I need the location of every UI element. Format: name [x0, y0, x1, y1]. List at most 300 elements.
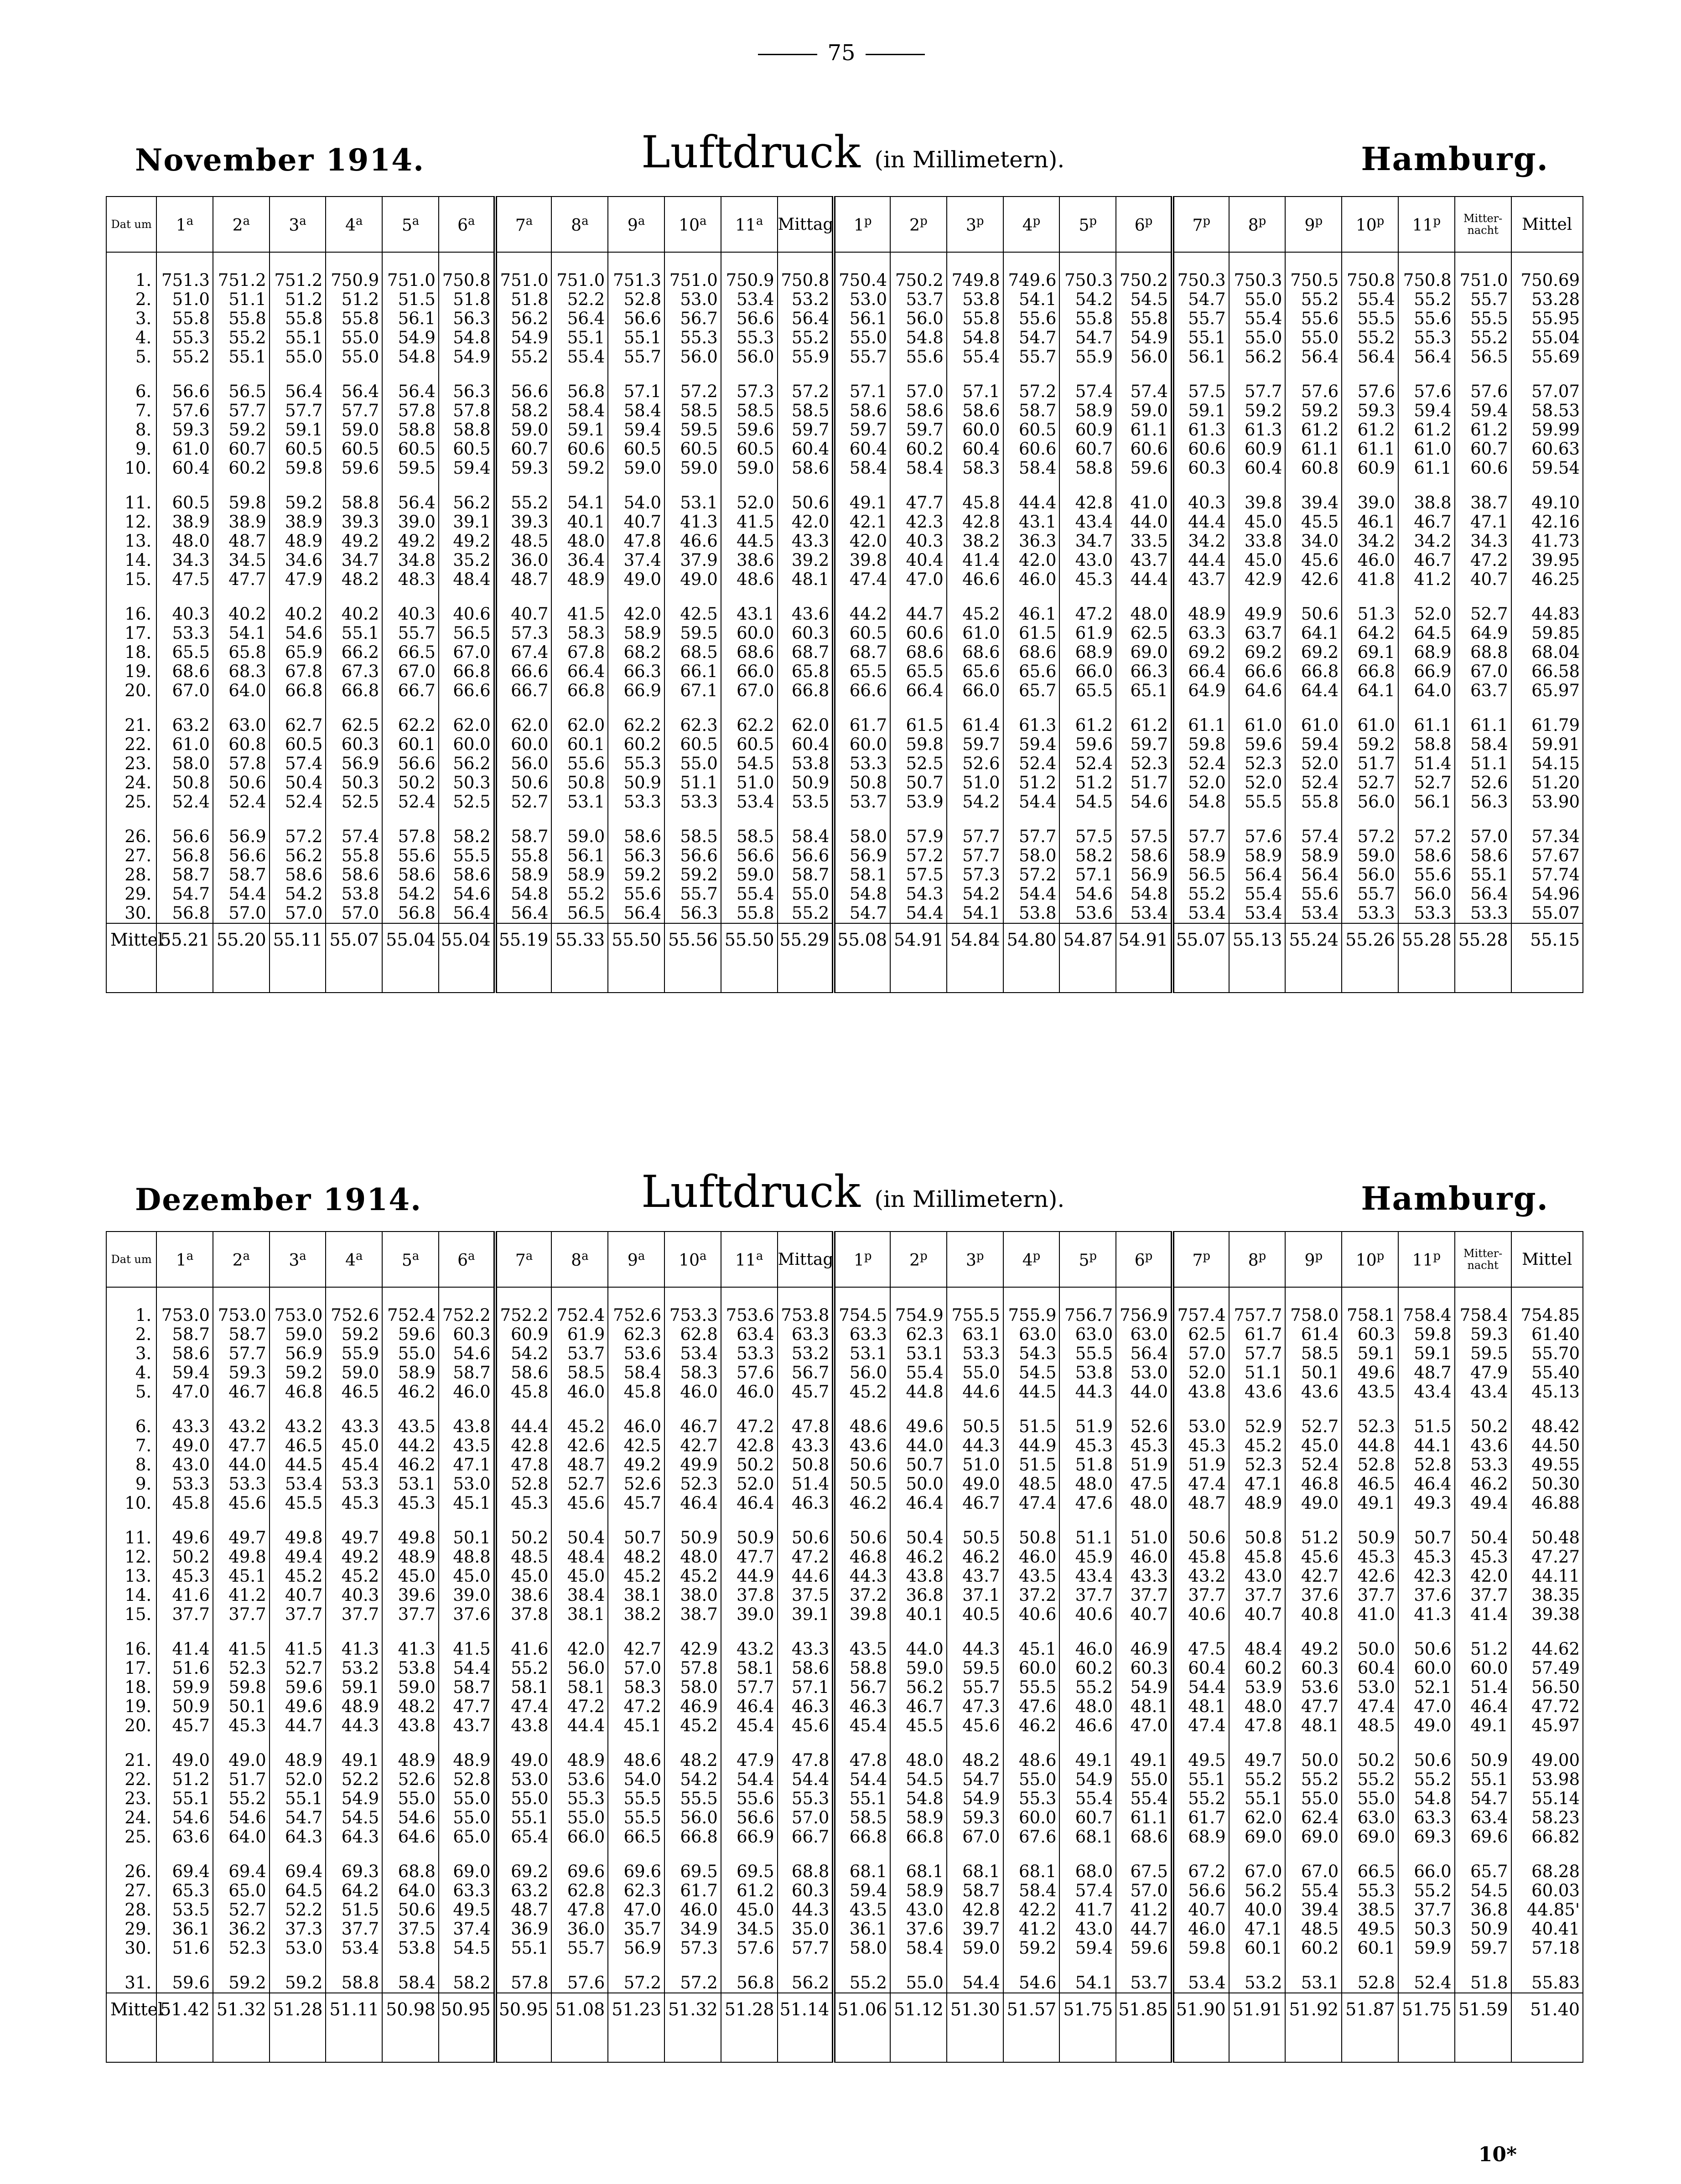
pressure-cell: 750.3: [1059, 271, 1116, 290]
pressure-cell: 50.2: [495, 1528, 552, 1547]
table-row: [106, 643, 1583, 662]
daily-mean-cell: 44.83: [1511, 605, 1583, 624]
pressure-cell: 58.4: [1003, 1881, 1060, 1900]
pressure-cell: 64.2: [326, 1881, 382, 1900]
hour-column-header: 2$^a$: [213, 1232, 270, 1287]
pressure-cell: 64.0: [1398, 681, 1455, 700]
hourly-mean-cell: 51.28: [270, 1993, 326, 2025]
day-cell: 23.: [106, 1789, 156, 1808]
pressure-cell: 66.0: [721, 662, 778, 681]
pressure-cell: 58.9: [551, 865, 608, 885]
pressure-cell: 52.3: [213, 1659, 270, 1678]
pressure-cell: 62.3: [664, 716, 721, 735]
pressure-cell: 54.7: [1173, 290, 1229, 309]
day-cell: 16.: [106, 605, 156, 624]
pressure-cell: 57.6: [721, 1939, 778, 1958]
pressure-cell: 58.6: [778, 459, 834, 478]
pressure-cell: 47.1: [1229, 1475, 1286, 1494]
pressure-cell: 42.8: [495, 1436, 552, 1455]
pressure-cell: 61.3: [1229, 420, 1286, 440]
pressure-cell: 57.2: [1342, 827, 1398, 846]
pressure-cell: 47.0: [1398, 1697, 1455, 1716]
pressure-cell: 38.6: [721, 551, 778, 570]
pressure-cell: 68.1: [1003, 1862, 1060, 1881]
pressure-cell: 65.5: [1059, 681, 1116, 700]
pressure-cell: 60.2: [1229, 1659, 1286, 1678]
pressure-cell: 41.0: [1342, 1605, 1398, 1624]
pressure-cell: 59.0: [664, 459, 721, 478]
hourly-mean-cell: 51.23: [608, 1993, 664, 2025]
pressure-cell: 40.3: [1173, 493, 1229, 512]
pressure-cell: 54.4: [890, 904, 947, 923]
hour-column-header: 4$^a$: [326, 197, 382, 252]
pressure-cell: 59.7: [778, 420, 834, 440]
pressure-cell: 54.3: [890, 885, 947, 904]
pressure-cell: 42.0: [778, 512, 834, 532]
pressure-cell: 66.8: [1285, 662, 1342, 681]
pressure-cell: 750.8: [778, 271, 834, 290]
pressure-cell: 69.0: [1229, 1827, 1286, 1847]
pressure-cell: 61.2: [1455, 420, 1511, 440]
november-station: Hamburg.: [1361, 140, 1549, 178]
pressure-cell: 60.5: [834, 624, 890, 643]
pressure-cell: 58.6: [890, 401, 947, 420]
pressure-cell: 38.0: [664, 1586, 721, 1605]
pressure-cell: 37.6: [439, 1605, 495, 1624]
daily-mean-cell: 50.48: [1511, 1528, 1583, 1547]
pressure-cell: 52.3: [1229, 1455, 1286, 1475]
pressure-cell: 47.0: [156, 1382, 213, 1402]
pressure-cell: 56.6: [664, 846, 721, 865]
pressure-cell: 59.0: [721, 459, 778, 478]
pressure-cell: 68.1: [947, 1862, 1003, 1881]
pressure-cell: 49.0: [495, 1751, 552, 1770]
pressure-cell: 60.6: [1173, 440, 1229, 459]
pressure-cell: 37.6: [890, 1920, 947, 1939]
pressure-cell: 48.1: [778, 570, 834, 589]
pressure-cell: 41.4: [947, 551, 1003, 570]
pressure-cell: 752.4: [551, 1306, 608, 1325]
pressure-cell: 52.0: [1173, 1363, 1229, 1382]
pressure-cell: 44.4: [1003, 493, 1060, 512]
pressure-cell: 37.7: [270, 1605, 326, 1624]
pressure-cell: 60.3: [1116, 1659, 1173, 1678]
pressure-cell: 59.2: [213, 1973, 270, 1993]
pressure-cell: 55.3: [1003, 1789, 1060, 1808]
pressure-cell: 56.9: [1116, 865, 1173, 885]
pressure-cell: 56.3: [1455, 792, 1511, 812]
pressure-cell: 68.6: [1116, 1827, 1173, 1847]
pressure-cell: 37.7: [1059, 1586, 1116, 1605]
daily-mean-cell: 59.85: [1511, 624, 1583, 643]
pressure-cell: 55.3: [778, 1789, 834, 1808]
pressure-cell: 52.2: [270, 1900, 326, 1920]
pressure-cell: 65.5: [890, 662, 947, 681]
pressure-cell: 46.3: [834, 1697, 890, 1716]
pressure-cell: 753.3: [664, 1306, 721, 1325]
pressure-cell: 54.7: [270, 1808, 326, 1827]
pressure-cell: 57.8: [213, 754, 270, 773]
pressure-cell: 69.6: [551, 1862, 608, 1881]
pressure-cell: 53.4: [270, 1475, 326, 1494]
daily-mean-cell: 38.35: [1511, 1586, 1583, 1605]
day-cell: 1.: [106, 271, 156, 290]
pressure-cell: 59.0: [1342, 846, 1398, 865]
pressure-cell: 37.2: [834, 1586, 890, 1605]
pressure-cell: 52.9: [1229, 1417, 1286, 1436]
pressure-cell: 59.7: [1116, 735, 1173, 754]
pressure-cell: 56.3: [439, 382, 495, 401]
pressure-cell: 50.6: [1398, 1751, 1455, 1770]
pressure-cell: 56.2: [1229, 1881, 1286, 1900]
table-row: [106, 904, 1583, 923]
pressure-cell: 66.7: [382, 681, 439, 700]
day-cell: 12.: [106, 512, 156, 532]
pressure-cell: 53.2: [326, 1659, 382, 1678]
pressure-cell: 56.1: [1173, 347, 1229, 367]
pressure-cell: 44.2: [382, 1436, 439, 1455]
table-row: [106, 773, 1583, 792]
daily-mean-cell: 44.62: [1511, 1640, 1583, 1659]
pressure-cell: 41.8: [1342, 570, 1398, 589]
pressure-cell: 55.8: [947, 309, 1003, 328]
pressure-cell: 42.8: [1059, 493, 1116, 512]
pressure-cell: 59.8: [1398, 1325, 1455, 1344]
pressure-cell: 55.6: [608, 885, 664, 904]
pressure-cell: 34.0: [1285, 532, 1342, 551]
pressure-cell: 62.5: [326, 716, 382, 735]
pressure-cell: 57.7: [326, 401, 382, 420]
pressure-cell: 49.6: [890, 1417, 947, 1436]
pressure-cell: 57.6: [156, 401, 213, 420]
pressure-cell: 57.3: [495, 624, 552, 643]
pressure-cell: 56.4: [551, 309, 608, 328]
pressure-cell: 66.3: [608, 662, 664, 681]
pressure-cell: 58.6: [608, 827, 664, 846]
day-cell: 9.: [106, 440, 156, 459]
pressure-cell: 35.2: [439, 551, 495, 570]
table-row: [106, 1640, 1583, 1659]
pressure-cell: 59.4: [1059, 1939, 1116, 1958]
pressure-cell: 48.6: [834, 1417, 890, 1436]
pressure-cell: 59.2: [551, 459, 608, 478]
pressure-cell: 45.7: [778, 1382, 834, 1402]
dezember-month-label: Dezember 1914.: [135, 1182, 422, 1217]
day-cell: 15.: [106, 570, 156, 589]
pressure-cell: 42.5: [664, 605, 721, 624]
pressure-cell: 58.7: [439, 1363, 495, 1382]
pressure-cell: 55.2: [213, 1789, 270, 1808]
pressure-cell: 45.3: [156, 1567, 213, 1586]
hour-column-header: 2$^p$: [890, 197, 947, 252]
pressure-cell: 57.7: [721, 1678, 778, 1697]
pressure-cell: 62.3: [608, 1881, 664, 1900]
pressure-cell: 52.5: [439, 792, 495, 812]
pressure-cell: 57.5: [890, 865, 947, 885]
pressure-cell: 50.7: [608, 1528, 664, 1547]
pressure-cell: 68.9: [1398, 643, 1455, 662]
pressure-cell: 48.8: [439, 1547, 495, 1567]
hourly-mean-cell: 51.12: [890, 1993, 947, 2025]
pressure-cell: 58.5: [1285, 1344, 1342, 1363]
pressure-cell: 33.8: [1229, 532, 1286, 551]
pressure-cell: 57.2: [778, 382, 834, 401]
pressure-cell: 44.5: [1003, 1382, 1060, 1402]
pressure-cell: 36.0: [551, 1920, 608, 1939]
pressure-cell: 754.5: [834, 1306, 890, 1325]
pressure-cell: 50.7: [890, 773, 947, 792]
pressure-cell: 45.6: [1285, 551, 1342, 570]
pressure-cell: 56.7: [834, 1678, 890, 1697]
pressure-cell: 51.2: [270, 290, 326, 309]
pressure-cell: 65.4: [495, 1827, 552, 1847]
pressure-cell: 63.2: [495, 1881, 552, 1900]
hour-column-header: 6$^p$: [1116, 197, 1173, 252]
pressure-cell: 49.5: [1173, 1751, 1229, 1770]
pressure-cell: 66.1: [664, 662, 721, 681]
pressure-cell: 58.3: [551, 624, 608, 643]
pressure-cell: 57.2: [608, 1973, 664, 1993]
pressure-cell: 61.3: [1173, 420, 1229, 440]
pressure-cell: 61.4: [947, 716, 1003, 735]
pressure-cell: 60.5: [156, 493, 213, 512]
pressure-cell: 59.2: [213, 420, 270, 440]
pressure-cell: 37.8: [721, 1586, 778, 1605]
pressure-cell: 57.2: [1003, 382, 1060, 401]
pressure-cell: 37.7: [1116, 1586, 1173, 1605]
pressure-cell: 59.6: [1059, 735, 1116, 754]
pressure-cell: 60.5: [721, 440, 778, 459]
pressure-cell: 36.3: [1003, 532, 1060, 551]
day-cell: 30.: [106, 904, 156, 923]
pressure-cell: 66.9: [1398, 662, 1455, 681]
pressure-cell: 55.6: [382, 846, 439, 865]
pressure-cell: 57.1: [778, 1678, 834, 1697]
pressure-cell: 60.9: [495, 1325, 552, 1344]
pressure-cell: 65.7: [1455, 1862, 1511, 1881]
pressure-cell: 42.0: [834, 532, 890, 551]
pressure-cell: 52.4: [1003, 754, 1060, 773]
pressure-cell: 44.3: [1059, 1382, 1116, 1402]
pressure-cell: 54.9: [947, 1789, 1003, 1808]
hour-column-header: 10$^a$: [664, 197, 721, 252]
pressure-cell: 61.7: [1173, 1808, 1229, 1827]
pressure-cell: 53.4: [1285, 904, 1342, 923]
pressure-cell: 44.4: [551, 1716, 608, 1735]
pressure-cell: 52.0: [1285, 754, 1342, 773]
pressure-cell: 43.5: [1003, 1567, 1060, 1586]
table-row: [106, 1475, 1583, 1494]
pressure-cell: 53.0: [1173, 1417, 1229, 1436]
pressure-cell: 54.1: [1059, 1973, 1116, 1993]
pressure-cell: 59.0: [1116, 401, 1173, 420]
pressure-cell: 59.0: [326, 1363, 382, 1382]
pressure-cell: 45.9: [1059, 1547, 1116, 1567]
pressure-cell: 34.7: [1059, 532, 1116, 551]
pressure-cell: 43.0: [890, 1900, 947, 1920]
pressure-cell: 61.9: [551, 1325, 608, 1344]
pressure-cell: 50.9: [778, 773, 834, 792]
pressure-cell: 54.2: [947, 885, 1003, 904]
pressure-cell: 45.6: [213, 1494, 270, 1513]
pressure-cell: 44.4: [1116, 570, 1173, 589]
pressure-cell: 40.1: [551, 512, 608, 532]
pressure-cell: 55.1: [834, 1789, 890, 1808]
day-cell: 21.: [106, 1751, 156, 1770]
pressure-cell: 34.5: [721, 1920, 778, 1939]
pressure-cell: 43.6: [778, 605, 834, 624]
pressure-cell: 52.4: [1285, 1455, 1342, 1475]
pressure-cell: 41.2: [1398, 570, 1455, 589]
pressure-cell: 48.6: [608, 1751, 664, 1770]
day-column-header: Dat um: [106, 197, 156, 252]
pressure-cell: 69.6: [1455, 1827, 1511, 1847]
pressure-cell: 59.0: [270, 1325, 326, 1344]
pressure-cell: 60.5: [664, 440, 721, 459]
pressure-cell: 55.8: [326, 846, 382, 865]
pressure-cell: 56.6: [778, 846, 834, 865]
pressure-cell: 57.4: [1285, 827, 1342, 846]
pressure-cell: 44.7: [890, 605, 947, 624]
pressure-cell: 53.6: [551, 1770, 608, 1789]
pressure-cell: 54.5: [1116, 290, 1173, 309]
pressure-cell: 55.6: [890, 347, 947, 367]
daily-mean-cell: 55.69: [1511, 347, 1583, 367]
table-row: [106, 1659, 1583, 1678]
pressure-cell: 55.1: [495, 1808, 552, 1827]
pressure-cell: 55.5: [1455, 309, 1511, 328]
pressure-cell: 55.2: [1229, 1770, 1286, 1789]
daily-mean-cell: 59.54: [1511, 459, 1583, 478]
pressure-cell: 753.6: [721, 1306, 778, 1325]
pressure-cell: 750.4: [834, 271, 890, 290]
pressure-cell: 59.1: [270, 420, 326, 440]
table-row: [106, 1586, 1583, 1605]
hour-column-header: 8$^a$: [551, 1232, 608, 1287]
pressure-cell: 40.7: [1173, 1900, 1229, 1920]
pressure-cell: 50.1: [439, 1528, 495, 1547]
pressure-cell: 51.5: [1398, 1417, 1455, 1436]
pressure-cell: 60.5: [326, 440, 382, 459]
hour-column-header: 9$^p$: [1285, 197, 1342, 252]
pressure-cell: 45.8: [947, 493, 1003, 512]
pressure-cell: 58.8: [326, 493, 382, 512]
pressure-cell: 60.7: [1059, 1808, 1116, 1827]
daily-mean-cell: 54.15: [1511, 754, 1583, 773]
pressure-cell: 56.2: [1229, 347, 1286, 367]
pressure-cell: 43.6: [1285, 1382, 1342, 1402]
pressure-cell: 63.1: [947, 1325, 1003, 1344]
pressure-cell: 54.7: [947, 1770, 1003, 1789]
pressure-cell: 69.4: [270, 1862, 326, 1881]
hour-column-header: 6$^a$: [439, 197, 495, 252]
pressure-cell: 750.5: [1285, 271, 1342, 290]
table-row: [106, 420, 1583, 440]
table-row: [106, 1789, 1583, 1808]
pressure-cell: 47.2: [1455, 551, 1511, 570]
hourly-mean-cell: 55.04: [439, 923, 495, 956]
pressure-cell: 60.6: [1455, 459, 1511, 478]
day-cell: 19.: [106, 662, 156, 681]
pressure-cell: 752.6: [326, 1306, 382, 1325]
pressure-cell: 57.7: [947, 827, 1003, 846]
hourly-mean-cell: 51.75: [1059, 1993, 1116, 2025]
pressure-cell: 67.8: [551, 643, 608, 662]
pressure-cell: 51.1: [664, 773, 721, 792]
pressure-cell: 64.0: [213, 681, 270, 700]
table-row: [106, 382, 1583, 401]
daily-mean-cell: 55.40: [1511, 1363, 1583, 1382]
pressure-cell: 51.8: [1455, 1973, 1511, 1993]
pressure-cell: 43.7: [947, 1567, 1003, 1586]
hour-column-header: 1$^p$: [834, 1232, 890, 1287]
pressure-cell: 55.1: [156, 1789, 213, 1808]
pressure-cell: 37.6: [1285, 1586, 1342, 1605]
pressure-cell: 64.3: [326, 1827, 382, 1847]
pressure-cell: 59.6: [326, 459, 382, 478]
pressure-cell: 47.8: [495, 1455, 552, 1475]
pressure-cell: 63.0: [213, 716, 270, 735]
table-row: [106, 1751, 1583, 1770]
pressure-cell: 57.7: [270, 401, 326, 420]
pressure-cell: 69.0: [1342, 1827, 1398, 1847]
pressure-cell: 49.9: [1229, 605, 1286, 624]
pressure-cell: 60.3: [326, 735, 382, 754]
pressure-cell: 41.4: [1455, 1605, 1511, 1624]
pressure-cell: 61.2: [1285, 420, 1342, 440]
pressure-cell: 39.6: [382, 1586, 439, 1605]
pressure-cell: 45.2: [834, 1382, 890, 1402]
pressure-cell: 50.2: [156, 1547, 213, 1567]
pressure-cell: 48.5: [1285, 1920, 1342, 1939]
pressure-cell: 48.4: [551, 1547, 608, 1567]
pressure-cell: 48.0: [156, 532, 213, 551]
pressure-cell: 49.0: [947, 1475, 1003, 1494]
pressure-cell: 54.7: [834, 904, 890, 923]
pressure-cell: 55.2: [551, 885, 608, 904]
table-row: [106, 1306, 1583, 1325]
pressure-cell: 69.3: [1398, 1827, 1455, 1847]
pressure-cell: 59.2: [664, 865, 721, 885]
pressure-cell: 43.2: [1173, 1567, 1229, 1586]
pressure-cell: 61.2: [1342, 420, 1398, 440]
daily-mean-cell: 49.10: [1511, 493, 1583, 512]
pressure-cell: 50.6: [778, 493, 834, 512]
hour-column-header: 3$^p$: [947, 1232, 1003, 1287]
pressure-cell: 59.5: [1455, 1344, 1511, 1363]
pressure-cell: 54.5: [439, 1939, 495, 1958]
hour-column-header: 11$^p$: [1398, 1232, 1455, 1287]
pressure-cell: 54.2: [495, 1344, 552, 1363]
pressure-cell: 41.6: [495, 1640, 552, 1659]
pressure-cell: 59.2: [270, 493, 326, 512]
pressure-cell: 48.7: [213, 532, 270, 551]
day-cell: 20.: [106, 1716, 156, 1735]
monthly-mean-cell: 55.15: [1511, 923, 1583, 956]
pressure-cell: 63.7: [1455, 681, 1511, 700]
pressure-cell: 55.4: [1116, 1789, 1173, 1808]
pressure-cell: 44.8: [1342, 1436, 1398, 1455]
pressure-cell: 56.6: [721, 846, 778, 865]
pressure-cell: 57.5: [1059, 827, 1116, 846]
pressure-cell: 55.1: [1455, 1770, 1511, 1789]
pressure-cell: 36.4: [551, 551, 608, 570]
pressure-cell: 58.8: [439, 420, 495, 440]
pressure-cell: 60.4: [778, 735, 834, 754]
pressure-cell: 55.4: [551, 347, 608, 367]
pressure-cell: 67.0: [1229, 1862, 1286, 1881]
pressure-cell: 59.0: [608, 459, 664, 478]
